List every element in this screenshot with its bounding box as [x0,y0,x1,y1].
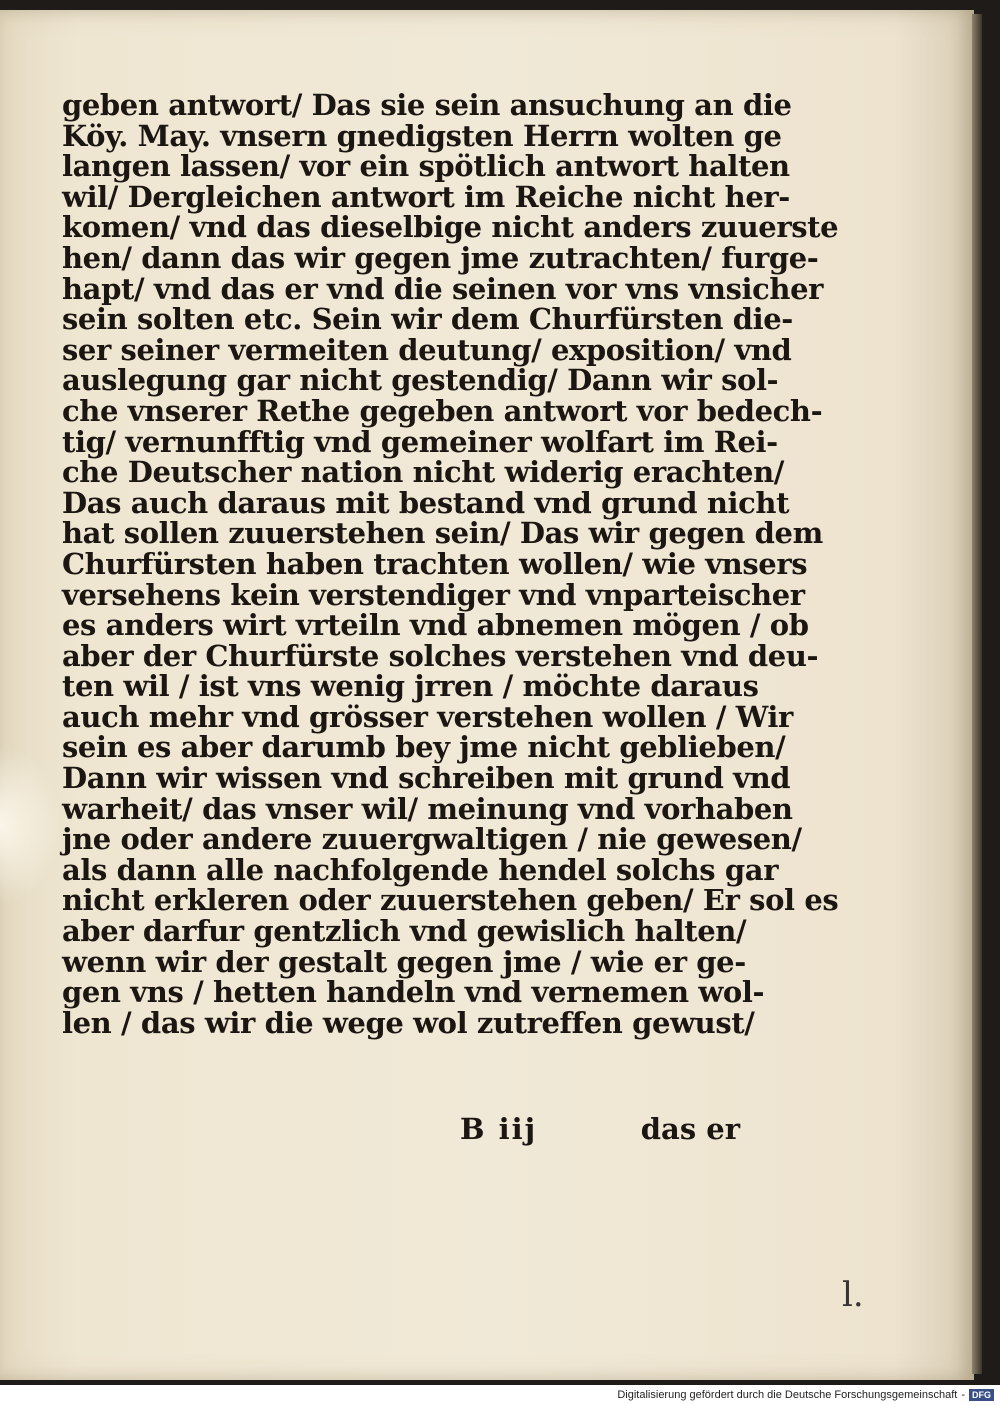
text-line: che vnserer Rethe gegeben antwort vor bedech- [62,393,823,428]
footer-separator: - [961,1389,965,1401]
text-line: tig/ vernunfftig vnd gemeiner wolfart im Rei- [62,424,778,459]
dfg-logo-icon: DFG [969,1389,994,1401]
text-line: aber darfur gentzlich vnd gewislich halten/ [62,914,747,949]
signature-line [460,1112,740,1146]
text-line: aber der Churfürste solches verstehen vnd deu- [62,638,819,673]
page-edge [972,14,982,1374]
text-line: wenn wir der gestalt gegen jme / wie er ge- [62,944,746,979]
text-line: len / das wir die wege wol zutreffen gewust/ [62,1005,755,1040]
text-line: auch mehr vnd grösser verstehen wollen / Wir [62,699,793,734]
text-line: hat sollen zuuerstehen sein/ Das wir gegen dem [62,516,823,551]
text-line: ser seiner vermeiten deutung/ exposition/ vnd [62,332,792,367]
text-line: gen vns / hetten handeln vnd vernemen wol- [62,975,765,1010]
text-line: Dann wir wissen vnd schreiben mit grund vnd [62,761,791,796]
pencil-annotation: l. [842,1275,864,1315]
text-line: jne oder andere zuuergwaltigen / nie gewesen/ [62,822,802,857]
text-line: Das auch daraus mit bestand vnd grund nicht [62,485,790,520]
text-line: langen lassen/ vor ein spötlich antwort halten [62,149,790,184]
paper-stain [0,745,62,905]
text-line: che Deutscher nation nicht widerig erachten/ [62,455,784,490]
text-line: nicht erkleren oder zuuerstehen geben/ Er sol es [62,883,839,918]
signature-mark: B iij [460,1112,538,1146]
text-line: geben antwort/ Das sie sein ansuchung an die [62,88,792,122]
text-line: ten wil / ist vns wenig jrren / möchte daraus [62,669,759,704]
text-line: hen/ dann das wir gegen jme zutrachten/ furge- [62,240,819,275]
text-line: warheit/ das vnser wil/ meinung vnd vorhaben [62,791,793,826]
text-line: auslegung gar nicht gestendig/ Dann wir sol- [62,363,779,398]
text-line: sein es aber darumb bey jme nicht geblieben/ [62,730,786,765]
text-line: wil/ Dergleichen antwort im Reiche nicht her- [62,179,790,214]
text-line: als dann alle nachfolgende hendel solchs gar [62,852,779,887]
text-line: es anders wirt vrteiln vnd abnemen mögen / ob [62,608,809,643]
text-line: sein solten etc. Sein wir dem Churfürsten die- [62,302,793,337]
text-line: versehens kein verstendiger vnd vnparteischer [62,577,805,612]
text-line: hapt/ vnd das er vnd die seinen vor vns vnsicher [62,271,823,306]
text-line: komen/ vnd das dieselbige nicht anders zuuerste [62,210,839,245]
footer-credit: Digitalisierung gefördert durch die Deutsche Forschungsgemeinschaft [617,1389,958,1401]
body-text [62,88,839,1040]
catchword: das er [640,1112,740,1146]
text-line: Churfürsten haben trachten wollen/ wie vnsers [62,546,808,581]
text-line: Köy. May. vnsern gnedigsten Herrn wolten ge [62,118,782,153]
footer-bar [0,1385,1000,1405]
